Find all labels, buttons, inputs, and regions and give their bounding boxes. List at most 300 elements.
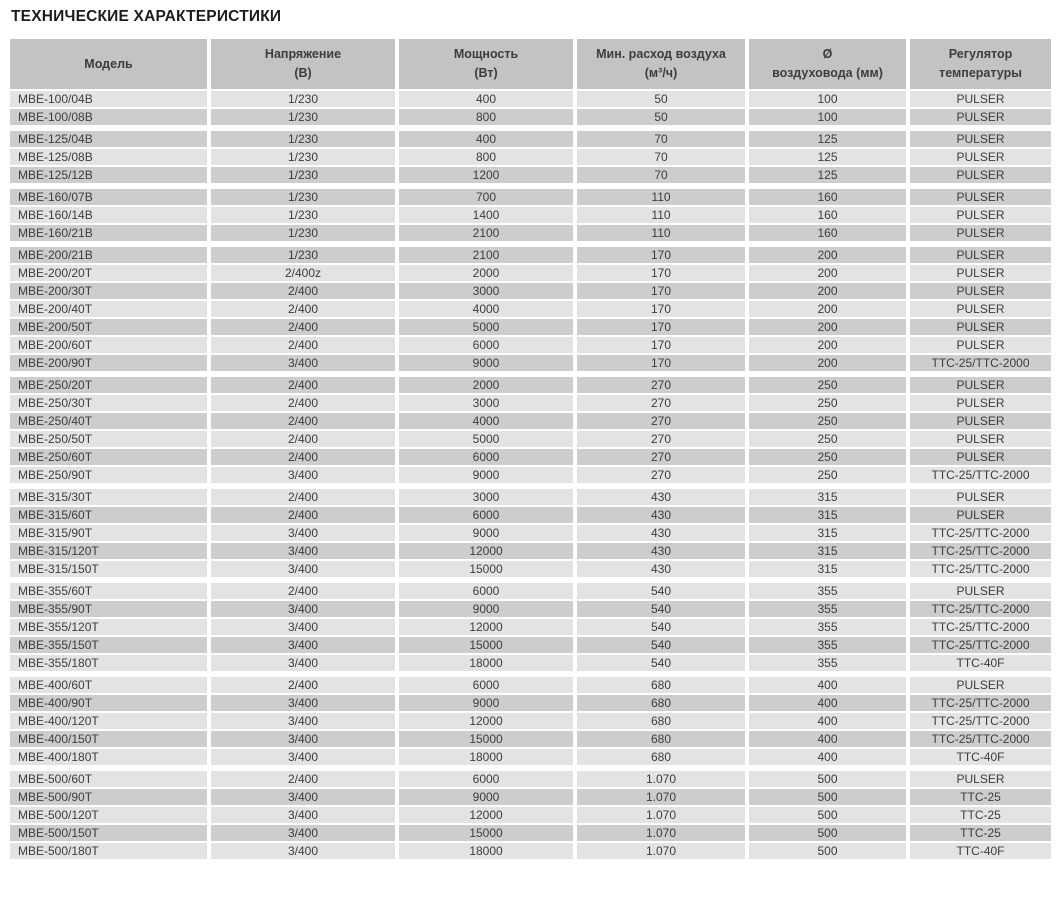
table-header-row — [10, 39, 1051, 89]
column-header-line: воздуховода (мм) — [772, 66, 883, 80]
cell-regulator: TTC-40F — [910, 843, 1051, 859]
cell-model: MBE-250/60T — [10, 449, 207, 465]
cell-airflow: 170 — [577, 337, 745, 353]
cell-airflow: 70 — [577, 149, 745, 165]
cell-regulator: TTC-40F — [910, 655, 1051, 671]
cell-regulator: TTC-25 — [910, 807, 1051, 823]
table-row — [10, 825, 1051, 841]
cell-regulator: PULSER — [910, 489, 1051, 505]
cell-power: 800 — [399, 109, 573, 125]
cell-airflow: 50 — [577, 109, 745, 125]
group-spacer — [10, 243, 1051, 245]
cell-voltage: 2/400 — [211, 413, 395, 429]
cell-regulator: PULSER — [910, 225, 1051, 241]
cell-voltage: 2/400 — [211, 319, 395, 335]
cell-voltage: 3/400 — [211, 713, 395, 729]
cell-voltage: 2/400 — [211, 377, 395, 393]
cell-airflow: 170 — [577, 355, 745, 371]
cell-model: MBE-160/21B — [10, 225, 207, 241]
cell-voltage: 3/400 — [211, 655, 395, 671]
cell-diameter: 315 — [749, 543, 906, 559]
table-row — [10, 319, 1051, 335]
table-row — [10, 225, 1051, 241]
cell-regulator: PULSER — [910, 207, 1051, 223]
cell-airflow: 170 — [577, 283, 745, 299]
cell-regulator: TTC-25/TTC-2000 — [910, 695, 1051, 711]
cell-airflow: 70 — [577, 167, 745, 183]
cell-regulator: PULSER — [910, 507, 1051, 523]
column-header-line: Напряжение — [264, 47, 342, 61]
cell-power: 15000 — [399, 731, 573, 747]
cell-model: MBE-315/90T — [10, 525, 207, 541]
cell-diameter: 355 — [749, 619, 906, 635]
cell-voltage: 3/400 — [211, 637, 395, 653]
cell-power: 4000 — [399, 301, 573, 317]
cell-regulator: TTC-25/TTC-2000 — [910, 637, 1051, 653]
cell-power: 5000 — [399, 319, 573, 335]
cell-voltage: 2/400 — [211, 489, 395, 505]
cell-diameter: 500 — [749, 825, 906, 841]
cell-voltage: 3/400 — [211, 825, 395, 841]
cell-airflow: 170 — [577, 265, 745, 281]
cell-voltage: 3/400 — [211, 731, 395, 747]
cell-regulator: PULSER — [910, 301, 1051, 317]
cell-airflow: 540 — [577, 619, 745, 635]
cell-diameter: 200 — [749, 319, 906, 335]
cell-model: MBE-400/150T — [10, 731, 207, 747]
cell-voltage: 2/400 — [211, 583, 395, 599]
cell-model: MBE-400/180T — [10, 749, 207, 765]
cell-airflow: 170 — [577, 301, 745, 317]
cell-diameter: 160 — [749, 207, 906, 223]
cell-airflow: 540 — [577, 655, 745, 671]
cell-regulator: PULSER — [910, 283, 1051, 299]
cell-regulator: PULSER — [910, 413, 1051, 429]
cell-voltage: 3/400 — [211, 807, 395, 823]
cell-model: MBE-315/60T — [10, 507, 207, 523]
cell-model: MBE-355/180T — [10, 655, 207, 671]
cell-regulator: PULSER — [910, 771, 1051, 787]
column-header-line: Регулятор — [948, 47, 1013, 61]
cell-airflow: 1.070 — [577, 825, 745, 841]
column-header-line: Мин. расход воздуха — [596, 47, 726, 61]
cell-diameter: 250 — [749, 467, 906, 483]
column-header-regulator — [910, 39, 1051, 89]
cell-model: MBE-315/30T — [10, 489, 207, 505]
cell-airflow: 680 — [577, 677, 745, 693]
cell-model: MBE-250/50T — [10, 431, 207, 447]
cell-diameter: 400 — [749, 731, 906, 747]
cell-airflow: 270 — [577, 395, 745, 411]
cell-model: MBE-500/180T — [10, 843, 207, 859]
cell-diameter: 500 — [749, 843, 906, 859]
cell-regulator: TTC-25/TTC-2000 — [910, 355, 1051, 371]
cell-power: 2100 — [399, 225, 573, 241]
cell-voltage: 2/400 — [211, 301, 395, 317]
cell-model: MBE-355/150T — [10, 637, 207, 653]
table-row — [10, 149, 1051, 165]
cell-power: 6000 — [399, 583, 573, 599]
cell-voltage: 2/400 — [211, 283, 395, 299]
cell-model: MBE-200/21B — [10, 247, 207, 263]
table-row — [10, 467, 1051, 483]
table-row — [10, 395, 1051, 411]
cell-power: 9000 — [399, 789, 573, 805]
cell-regulator: PULSER — [910, 431, 1051, 447]
cell-diameter: 250 — [749, 413, 906, 429]
cell-voltage: 1/230 — [211, 207, 395, 223]
cell-diameter: 355 — [749, 655, 906, 671]
column-header-line: Модель — [84, 56, 133, 71]
cell-model: MBE-400/60T — [10, 677, 207, 693]
cell-voltage: 1/230 — [211, 131, 395, 147]
cell-model: MBE-500/60T — [10, 771, 207, 787]
cell-power: 400 — [399, 131, 573, 147]
table-row — [10, 789, 1051, 805]
cell-regulator: PULSER — [910, 131, 1051, 147]
cell-diameter: 315 — [749, 507, 906, 523]
table-row — [10, 265, 1051, 281]
cell-airflow: 170 — [577, 247, 745, 263]
table-row — [10, 713, 1051, 729]
cell-diameter: 125 — [749, 131, 906, 147]
cell-airflow: 540 — [577, 601, 745, 617]
cell-model: MBE-400/90T — [10, 695, 207, 711]
cell-airflow: 110 — [577, 189, 745, 205]
cell-airflow: 170 — [577, 319, 745, 335]
cell-airflow: 110 — [577, 225, 745, 241]
cell-power: 15000 — [399, 561, 573, 577]
cell-regulator: PULSER — [910, 149, 1051, 165]
cell-diameter: 500 — [749, 771, 906, 787]
cell-model: MBE-315/150T — [10, 561, 207, 577]
cell-model: MBE-500/90T — [10, 789, 207, 805]
cell-diameter: 125 — [749, 149, 906, 165]
cell-power: 6000 — [399, 677, 573, 693]
table-row — [10, 771, 1051, 787]
cell-diameter: 200 — [749, 247, 906, 263]
table-row — [10, 677, 1051, 693]
cell-power: 400 — [399, 91, 573, 107]
cell-diameter: 200 — [749, 355, 906, 371]
table-row — [10, 207, 1051, 223]
table-row — [10, 377, 1051, 393]
cell-power: 18000 — [399, 843, 573, 859]
table-row — [10, 431, 1051, 447]
cell-model: MBE-125/08B — [10, 149, 207, 165]
cell-model: MBE-315/120T — [10, 543, 207, 559]
cell-voltage: 3/400 — [211, 355, 395, 371]
table-row — [10, 189, 1051, 205]
cell-model: MBE-355/90T — [10, 601, 207, 617]
cell-power: 6000 — [399, 337, 573, 353]
table-row — [10, 489, 1051, 505]
cell-regulator: PULSER — [910, 167, 1051, 183]
cell-regulator: TTC-25/TTC-2000 — [910, 543, 1051, 559]
cell-voltage: 1/230 — [211, 167, 395, 183]
cell-power: 12000 — [399, 807, 573, 823]
cell-airflow: 70 — [577, 131, 745, 147]
cell-model: MBE-250/40T — [10, 413, 207, 429]
cell-power: 12000 — [399, 713, 573, 729]
spec-table-body — [10, 91, 1051, 859]
cell-regulator: TTC-25/TTC-2000 — [910, 731, 1051, 747]
table-row — [10, 247, 1051, 263]
cell-power: 9000 — [399, 467, 573, 483]
cell-diameter: 355 — [749, 583, 906, 599]
cell-voltage: 1/230 — [211, 247, 395, 263]
cell-power: 9000 — [399, 355, 573, 371]
column-header-power — [399, 39, 573, 89]
cell-diameter: 200 — [749, 265, 906, 281]
cell-power: 3000 — [399, 283, 573, 299]
cell-airflow: 430 — [577, 489, 745, 505]
cell-model: MBE-125/04B — [10, 131, 207, 147]
cell-voltage: 3/400 — [211, 601, 395, 617]
cell-diameter: 400 — [749, 713, 906, 729]
cell-voltage: 1/230 — [211, 91, 395, 107]
cell-voltage: 2/400 — [211, 431, 395, 447]
cell-diameter: 250 — [749, 431, 906, 447]
cell-regulator: TTC-25 — [910, 789, 1051, 805]
cell-diameter: 315 — [749, 525, 906, 541]
cell-regulator: TTC-25/TTC-2000 — [910, 619, 1051, 635]
spec-table — [10, 39, 1051, 859]
cell-voltage: 2/400 — [211, 449, 395, 465]
column-header-line: Ø — [822, 47, 833, 61]
column-header-airflow — [577, 39, 745, 89]
cell-model: MBE-250/20T — [10, 377, 207, 393]
cell-diameter: 200 — [749, 283, 906, 299]
cell-regulator: PULSER — [910, 109, 1051, 125]
cell-voltage: 2/400 — [211, 395, 395, 411]
table-row — [10, 583, 1051, 599]
cell-power: 18000 — [399, 655, 573, 671]
cell-airflow: 1.070 — [577, 789, 745, 805]
cell-regulator: PULSER — [910, 319, 1051, 335]
cell-model: MBE-500/120T — [10, 807, 207, 823]
cell-diameter: 315 — [749, 489, 906, 505]
cell-airflow: 680 — [577, 695, 745, 711]
cell-diameter: 400 — [749, 695, 906, 711]
column-header-line: температуры — [939, 66, 1022, 80]
cell-power: 12000 — [399, 619, 573, 635]
table-row — [10, 413, 1051, 429]
cell-model: MBE-125/12B — [10, 167, 207, 183]
cell-airflow: 1.070 — [577, 843, 745, 859]
cell-airflow: 430 — [577, 507, 745, 523]
group-spacer — [10, 579, 1051, 581]
column-header-voltage — [211, 39, 395, 89]
cell-airflow: 430 — [577, 561, 745, 577]
cell-diameter: 160 — [749, 189, 906, 205]
table-row — [10, 843, 1051, 859]
cell-power: 2100 — [399, 247, 573, 263]
cell-regulator: TTC-25/TTC-2000 — [910, 467, 1051, 483]
table-row — [10, 525, 1051, 541]
cell-diameter: 355 — [749, 637, 906, 653]
cell-diameter: 250 — [749, 395, 906, 411]
cell-voltage: 3/400 — [211, 619, 395, 635]
cell-voltage: 3/400 — [211, 561, 395, 577]
cell-regulator: TTC-40F — [910, 749, 1051, 765]
table-row — [10, 91, 1051, 107]
group-spacer — [10, 127, 1051, 129]
table-row — [10, 449, 1051, 465]
cell-power: 15000 — [399, 825, 573, 841]
cell-voltage: 1/230 — [211, 149, 395, 165]
table-row — [10, 543, 1051, 559]
cell-model: MBE-200/60T — [10, 337, 207, 353]
cell-regulator: TTC-25 — [910, 825, 1051, 841]
cell-airflow: 50 — [577, 91, 745, 107]
cell-model: MBE-500/150T — [10, 825, 207, 841]
cell-model: MBE-400/120T — [10, 713, 207, 729]
cell-power: 18000 — [399, 749, 573, 765]
table-row — [10, 807, 1051, 823]
cell-model: MBE-250/90T — [10, 467, 207, 483]
cell-power: 12000 — [399, 543, 573, 559]
cell-regulator: PULSER — [910, 337, 1051, 353]
cell-diameter: 400 — [749, 749, 906, 765]
cell-power: 5000 — [399, 431, 573, 447]
cell-power: 1400 — [399, 207, 573, 223]
cell-model: MBE-200/90T — [10, 355, 207, 371]
cell-voltage: 2/400 — [211, 337, 395, 353]
cell-airflow: 540 — [577, 637, 745, 653]
cell-model: MBE-250/30T — [10, 395, 207, 411]
table-row — [10, 301, 1051, 317]
cell-airflow: 270 — [577, 377, 745, 393]
cell-diameter: 400 — [749, 677, 906, 693]
cell-voltage: 3/400 — [211, 843, 395, 859]
cell-power: 6000 — [399, 771, 573, 787]
cell-diameter: 160 — [749, 225, 906, 241]
column-header-line: (Вт) — [474, 66, 498, 80]
table-row — [10, 731, 1051, 747]
cell-diameter: 100 — [749, 109, 906, 125]
group-spacer — [10, 673, 1051, 675]
cell-regulator: PULSER — [910, 449, 1051, 465]
cell-diameter: 125 — [749, 167, 906, 183]
cell-model: MBE-355/120T — [10, 619, 207, 635]
cell-model: MBE-100/08B — [10, 109, 207, 125]
column-header-model — [10, 39, 207, 89]
group-spacer — [10, 767, 1051, 769]
cell-airflow: 1.070 — [577, 771, 745, 787]
table-row — [10, 601, 1051, 617]
cell-regulator: PULSER — [910, 247, 1051, 263]
cell-power: 3000 — [399, 489, 573, 505]
cell-power: 2000 — [399, 377, 573, 393]
cell-voltage: 3/400 — [211, 789, 395, 805]
cell-diameter: 250 — [749, 377, 906, 393]
cell-regulator: PULSER — [910, 395, 1051, 411]
cell-model: MBE-200/20T — [10, 265, 207, 281]
cell-voltage: 1/230 — [211, 189, 395, 205]
cell-regulator: TTC-25/TTC-2000 — [910, 561, 1051, 577]
group-spacer — [10, 185, 1051, 187]
cell-diameter: 500 — [749, 789, 906, 805]
cell-power: 6000 — [399, 449, 573, 465]
cell-regulator: PULSER — [910, 677, 1051, 693]
table-row — [10, 749, 1051, 765]
cell-airflow: 110 — [577, 207, 745, 223]
cell-voltage: 3/400 — [211, 749, 395, 765]
cell-voltage: 3/400 — [211, 525, 395, 541]
table-row — [10, 337, 1051, 353]
cell-model: MBE-355/60T — [10, 583, 207, 599]
table-row — [10, 561, 1051, 577]
cell-regulator: PULSER — [910, 91, 1051, 107]
cell-airflow: 540 — [577, 583, 745, 599]
cell-airflow: 680 — [577, 713, 745, 729]
cell-airflow: 1.070 — [577, 807, 745, 823]
cell-airflow: 680 — [577, 731, 745, 747]
table-row — [10, 167, 1051, 183]
cell-model: MBE-100/04B — [10, 91, 207, 107]
page-title: ТЕХНИЧЕСКИЕ ХАРАКТЕРИСТИКИ — [11, 8, 282, 25]
cell-voltage: 1/230 — [211, 109, 395, 125]
group-spacer — [10, 373, 1051, 375]
cell-power: 1200 — [399, 167, 573, 183]
cell-diameter: 500 — [749, 807, 906, 823]
cell-airflow: 270 — [577, 431, 745, 447]
cell-voltage: 2/400 — [211, 677, 395, 693]
cell-regulator: PULSER — [910, 377, 1051, 393]
cell-diameter: 200 — [749, 337, 906, 353]
cell-power: 9000 — [399, 601, 573, 617]
cell-regulator: TTC-25/TTC-2000 — [910, 601, 1051, 617]
cell-voltage: 2/400 — [211, 507, 395, 523]
cell-power: 9000 — [399, 525, 573, 541]
cell-diameter: 100 — [749, 91, 906, 107]
table-row — [10, 131, 1051, 147]
cell-power: 2000 — [399, 265, 573, 281]
cell-regulator: PULSER — [910, 583, 1051, 599]
column-header-line: (м³/ч) — [644, 66, 678, 80]
cell-model: MBE-160/07B — [10, 189, 207, 205]
cell-regulator: TTC-25/TTC-2000 — [910, 525, 1051, 541]
cell-diameter: 250 — [749, 449, 906, 465]
cell-model: MBE-160/14B — [10, 207, 207, 223]
cell-voltage: 2/400 — [211, 771, 395, 787]
cell-power: 3000 — [399, 395, 573, 411]
cell-diameter: 355 — [749, 601, 906, 617]
table-row — [10, 355, 1051, 371]
column-header-line: Мощность — [453, 47, 519, 61]
table-row — [10, 637, 1051, 653]
cell-power: 700 — [399, 189, 573, 205]
cell-model: MBE-200/50T — [10, 319, 207, 335]
cell-regulator: TTC-25/TTC-2000 — [910, 713, 1051, 729]
cell-model: MBE-200/30T — [10, 283, 207, 299]
table-row — [10, 283, 1051, 299]
cell-regulator: PULSER — [910, 265, 1051, 281]
cell-power: 800 — [399, 149, 573, 165]
cell-voltage: 3/400 — [211, 467, 395, 483]
cell-voltage: 2/400z — [211, 265, 395, 281]
cell-airflow: 270 — [577, 467, 745, 483]
cell-voltage: 3/400 — [211, 695, 395, 711]
group-spacer — [10, 485, 1051, 487]
cell-airflow: 680 — [577, 749, 745, 765]
cell-airflow: 270 — [577, 449, 745, 465]
cell-model: MBE-200/40T — [10, 301, 207, 317]
cell-airflow: 270 — [577, 413, 745, 429]
cell-power: 9000 — [399, 695, 573, 711]
cell-airflow: 430 — [577, 543, 745, 559]
